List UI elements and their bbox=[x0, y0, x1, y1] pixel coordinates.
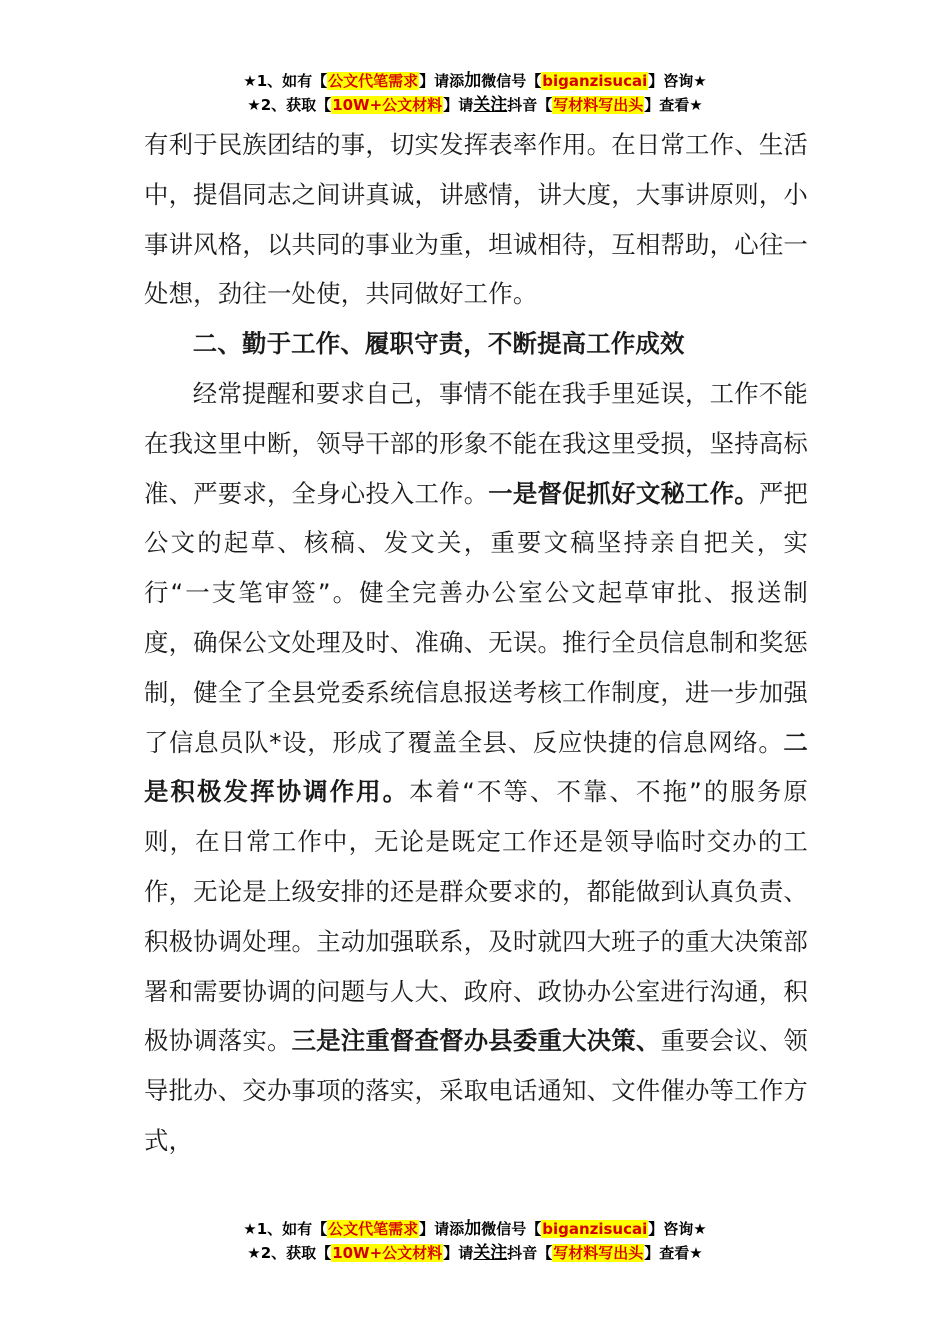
paragraph bbox=[144, 369, 808, 1166]
bold-lead: 二是积极发挥协调作用。 bbox=[144, 727, 808, 807]
banner-highlight: 写材料写出头 bbox=[553, 1244, 644, 1262]
banner-text: ★1、如有【 bbox=[243, 1220, 328, 1238]
banner-text: 微信号【 bbox=[481, 72, 542, 90]
banner-text: ★2、获取【 bbox=[247, 96, 332, 114]
banner-text: 加 bbox=[464, 1219, 482, 1239]
banner-highlight: 10W+公文材料 bbox=[332, 1244, 443, 1262]
banner-highlight: 公文代笔需求 bbox=[328, 1220, 419, 1238]
banner-text: 】请添 bbox=[419, 1220, 465, 1238]
banner-line-2 bbox=[0, 93, 950, 117]
banner-highlight: biganzisucai bbox=[542, 72, 648, 90]
paragraph: 有利于民族团结的事，切实发挥表率作用。在日常工作、生活中，提倡同志之间讲真诚，讲感情，讲大度，大事讲原则，小事讲风格，以共同的事业为重，坦诚相待，互相帮助，心往一处想，劲往一处使，共同做好工作。 bbox=[144, 130, 808, 309]
section-heading: 二、勤于工作、履职守责，不断提高工作成效 bbox=[192, 329, 685, 359]
banner-text: 】请 bbox=[443, 1244, 474, 1262]
banner-text: ★1、如有【 bbox=[243, 72, 328, 90]
banner-text: 】请添 bbox=[419, 72, 465, 90]
banner-line-1 bbox=[0, 1217, 950, 1241]
bold-lead: 一是督促抓好文秘工作。 bbox=[488, 478, 759, 508]
banner-line-2 bbox=[0, 1241, 950, 1265]
banner-text: ★2、获取【 bbox=[247, 1244, 332, 1262]
paragraph-text: 本着“不等、不靠、不拖”的服务原则，在日常工作中，无论是既定工作还是领导临时交办的工作，无论是上级安排的还是群众要求的，都能做到认真负责、积极协调处理。主动加强联系，及时就四大班子的重大决策部署和需要协调的问题与人大、政府、政协办公室进行沟通，积极协调落实。 bbox=[144, 777, 808, 1056]
banner-text: 】咨询★ bbox=[648, 1220, 707, 1238]
banner-highlight: 公文代笔需求 bbox=[328, 72, 419, 90]
paragraph-text: 重要会议、领导批办、交办事项的落实，采取电话通知、文件催办等工作方式， bbox=[144, 1026, 809, 1155]
banner-text: 微信号【 bbox=[481, 1220, 542, 1238]
document-body bbox=[144, 120, 808, 1166]
banner-text: 抖音【 bbox=[507, 1244, 553, 1262]
banner-text: 加 bbox=[464, 71, 482, 91]
banner-highlight: 10W+公文材料 bbox=[332, 96, 443, 114]
banner-text: 】咨询★ bbox=[648, 72, 707, 90]
banner-text: 】请 bbox=[443, 96, 474, 114]
banner-highlight: biganzisucai bbox=[542, 1220, 648, 1238]
banner-highlight: 写材料写出头 bbox=[553, 96, 644, 114]
banner-text: 抖音【 bbox=[507, 96, 553, 114]
banner-text: 】查看★ bbox=[644, 96, 703, 114]
banner-text: 关注 bbox=[473, 1243, 508, 1263]
footer-banner bbox=[0, 1217, 950, 1265]
header-banner bbox=[0, 69, 950, 117]
paragraph-text: 严把公文的起草、核稿、发文关，重要文稿坚持亲自把关，实行“一支笔审签”。健全完善办公室公文起草审批、报送制度，确保公文处理及时、准确、无误。推行全员信息制和奖惩制，健全了全县党委系统信息报送考核工作制度，进一步加强了信息员队*设，形成了覆盖全县、反应快捷的信息网络。 bbox=[144, 478, 808, 757]
paragraph-text: 经常提醒和要求自己，事情不能在我手里延误，工作不能在我这里中断，领导干部的形象不能在我这里受损，坚持高标准、严要求，全身心投入工作。 bbox=[144, 378, 808, 508]
bold-lead: 三是注重督查督办县委重大决策、 bbox=[291, 1026, 661, 1056]
banner-text: 】查看★ bbox=[644, 1244, 703, 1262]
banner-text: 关注 bbox=[473, 95, 508, 115]
banner-line-1 bbox=[0, 69, 950, 93]
